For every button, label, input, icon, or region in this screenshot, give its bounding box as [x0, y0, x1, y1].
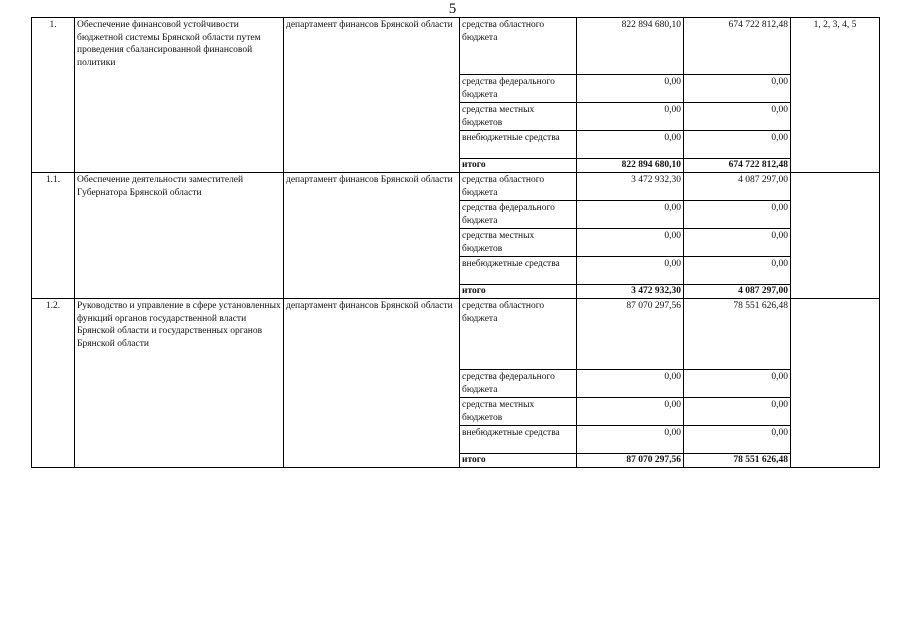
- amount-year-1: 0,00: [577, 75, 684, 103]
- row-number: 1.1.: [32, 173, 75, 299]
- total-year-2: 78 551 626,48: [684, 454, 791, 468]
- funding-source: средства федерального бюджета: [460, 370, 577, 398]
- budget-table: [31, 17, 880, 468]
- funding-source: средства областного бюджета: [460, 173, 577, 201]
- funding-source: внебюджетные средства: [460, 257, 577, 285]
- activity-name: Обеспечение деятельности заместителей Губернатора Брянской области: [75, 173, 284, 299]
- executor: департамент финансов Брянской области: [284, 18, 460, 173]
- row-number: 1.: [32, 18, 75, 173]
- amount-year-1: 3 472 932,30: [577, 173, 684, 201]
- amount-year-2: 78 551 626,48: [684, 299, 791, 370]
- amount-year-1: 0,00: [577, 398, 684, 426]
- amount-year-1: 87 070 297,56: [577, 299, 684, 370]
- amount-year-2: 0,00: [684, 257, 791, 285]
- funding-source: средства местных бюджетов: [460, 398, 577, 426]
- funding-source: внебюджетные средства: [460, 426, 577, 454]
- amount-year-2: 4 087 297,00: [684, 173, 791, 201]
- total-year-1: 3 472 932,30: [577, 285, 684, 299]
- amount-year-1: 0,00: [577, 229, 684, 257]
- amount-year-1: 0,00: [577, 426, 684, 454]
- amount-year-2: 0,00: [684, 398, 791, 426]
- funding-source: средства местных бюджетов: [460, 229, 577, 257]
- indicator-refs: [791, 299, 880, 468]
- amount-year-1: 0,00: [577, 257, 684, 285]
- amount-year-1: 822 894 680,10: [577, 18, 684, 75]
- table-row: [32, 173, 880, 201]
- indicator-refs: [791, 173, 880, 299]
- amount-year-2: 0,00: [684, 201, 791, 229]
- total-year-2: 674 722 812,48: [684, 159, 791, 173]
- amount-year-2: 0,00: [684, 103, 791, 131]
- amount-year-2: 0,00: [684, 229, 791, 257]
- activity-name: Обеспечение финансовой устойчивости бюджетной системы Брянской области путем проведения сбалансированной финансовой политики: [75, 18, 284, 173]
- activity-name: Руководство и управление в сфере установленных функций органов государственной власти Брянской области и государственных органов Брянской области: [75, 299, 284, 468]
- funding-source: средства федерального бюджета: [460, 75, 577, 103]
- executor: департамент финансов Брянской области: [284, 173, 460, 299]
- page-number: 5: [448, 1, 457, 17]
- total-year-1: 822 894 680,10: [577, 159, 684, 173]
- total-label: итого: [460, 454, 577, 468]
- table-row: [32, 18, 880, 75]
- funding-source: средства областного бюджета: [460, 299, 577, 370]
- indicator-refs: 1, 2, 3, 4, 5: [791, 18, 880, 173]
- amount-year-2: 0,00: [684, 370, 791, 398]
- funding-source: средства местных бюджетов: [460, 103, 577, 131]
- amount-year-2: 0,00: [684, 131, 791, 159]
- total-label: итого: [460, 159, 577, 173]
- amount-year-2: 674 722 812,48: [684, 18, 791, 75]
- total-year-2: 4 087 297,00: [684, 285, 791, 299]
- funding-source: внебюджетные средства: [460, 131, 577, 159]
- table-row: [32, 299, 880, 370]
- amount-year-1: 0,00: [577, 103, 684, 131]
- amount-year-1: 0,00: [577, 201, 684, 229]
- amount-year-2: 0,00: [684, 426, 791, 454]
- funding-source: средства областного бюджета: [460, 18, 577, 75]
- funding-source: средства федерального бюджета: [460, 201, 577, 229]
- amount-year-2: 0,00: [684, 75, 791, 103]
- total-year-1: 87 070 297,56: [577, 454, 684, 468]
- amount-year-1: 0,00: [577, 370, 684, 398]
- row-number: 1.2.: [32, 299, 75, 468]
- executor: департамент финансов Брянской области: [284, 299, 460, 468]
- total-label: итого: [460, 285, 577, 299]
- amount-year-1: 0,00: [577, 131, 684, 159]
